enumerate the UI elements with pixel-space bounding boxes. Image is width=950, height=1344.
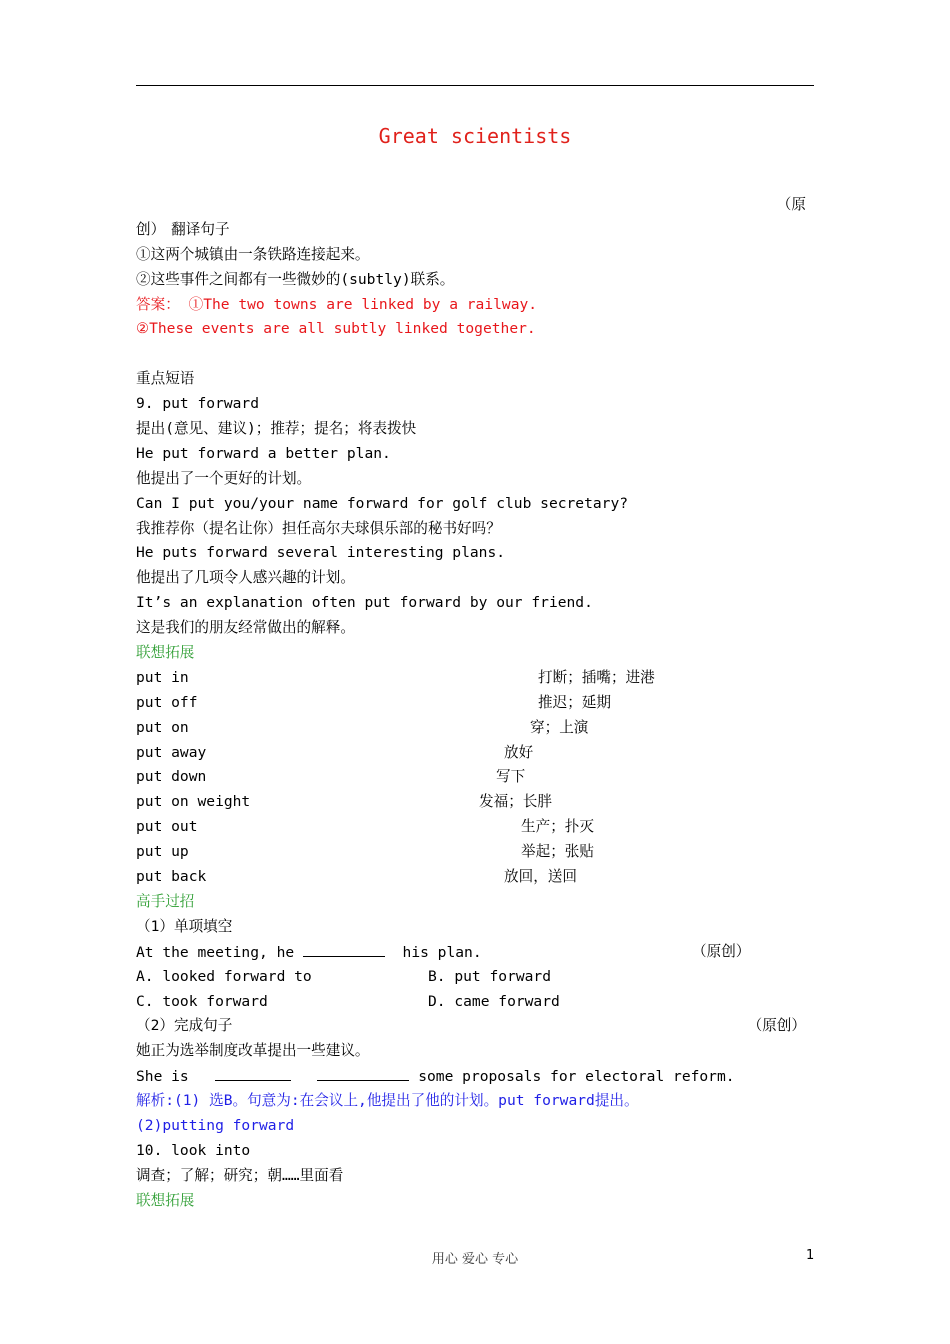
answer-blank: [317, 1064, 409, 1081]
translate-q2: ②这些事件之间都有一些微妙的(subtly)联系。: [136, 270, 455, 288]
expansion-meaning: 生产；扑灭: [521, 818, 594, 836]
expansion-heading: 联想拓展: [136, 644, 195, 662]
answer-label: 答案：: [136, 295, 180, 313]
next-item-meaning: 调查；了解；研究；朝……里面看: [136, 1166, 344, 1184]
example-en: It’s an explanation often put forward by our friend.: [136, 594, 593, 612]
q1-source: （原创）: [692, 942, 751, 960]
q2-stem-b: some proposals for electoral reform.: [418, 1068, 735, 1086]
q2-label-line: [136, 1014, 814, 1039]
q2-source: （原创）: [747, 1017, 806, 1035]
expansion-meaning: 写下: [496, 768, 526, 786]
answer-line-1: [136, 293, 814, 318]
option-a: A. looked forward to: [136, 967, 312, 985]
option-b: B. put forward: [428, 967, 552, 985]
expansion-meaning: 举起；张贴: [521, 843, 594, 861]
page-title: Great scientists: [378, 124, 572, 148]
expansion-meaning: 打断；插嘴；进港: [538, 668, 655, 686]
next-item-title: 10. look into: [136, 1141, 251, 1159]
q2-stem-a: She is: [136, 1068, 189, 1086]
document-body: [136, 193, 814, 1214]
spacer: [136, 342, 814, 367]
answer-blank: [303, 940, 385, 957]
example-en: He puts forward several interesting plans.: [136, 544, 506, 562]
analysis-1: 解析:(1) 选B。句意为:在会议上,他提出了他的计划。put forward提出。: [136, 1092, 639, 1110]
option-c: C. took forward: [136, 992, 268, 1010]
expansion-row: [136, 765, 814, 790]
expansion-phrase: put in: [136, 668, 189, 686]
q1-stem-b: his plan.: [402, 943, 482, 961]
page-number: 1: [806, 1248, 815, 1263]
expansion-phrase: put off: [136, 693, 198, 711]
source-tag-a: （原: [776, 196, 806, 213]
example-zh: 他提出了几项令人感兴趣的计划。: [136, 569, 355, 587]
expansion-phrase: put out: [136, 818, 198, 836]
expansion-phrase: put back: [136, 868, 207, 886]
phrase-meaning: 提出(意见、建议)；推荐；提名；将表拨快: [136, 420, 417, 438]
header-rule: [136, 85, 814, 86]
expansion-phrase: put up: [136, 843, 189, 861]
next-expansion-heading: 联想拓展: [136, 1191, 195, 1209]
phrases-heading: 重点短语: [136, 370, 195, 388]
expansion-row: [136, 790, 814, 815]
footer-text: 用心 爱心 专心: [431, 1252, 519, 1267]
expansion-meaning: 放好: [504, 743, 534, 761]
example-zh: 这是我们的朋友经常做出的解释。: [136, 619, 355, 637]
q2-zh: 她正为选举制度改革提出一些建议。: [136, 1042, 370, 1060]
translate-heading: 翻译句子: [171, 220, 230, 238]
example-zh: 我推荐你（提名让你）担任高尔夫球俱乐部的秘书好吗？: [136, 519, 501, 537]
answer-1: ①The two towns are linked by a railway.: [188, 295, 538, 313]
options-row: [136, 965, 814, 990]
expansion-phrase: put on weight: [136, 793, 251, 811]
expansion-row: [136, 691, 814, 716]
example-en: He put forward a better plan.: [136, 444, 391, 462]
expansion-meaning: 放回，送回: [504, 868, 577, 886]
practice-heading: 高手过招: [136, 892, 195, 910]
source-tag-b: 创）: [136, 220, 166, 238]
q1-stem-a: At the meeting, he: [136, 943, 295, 961]
example-zh: 他提出了一个更好的计划。: [136, 469, 312, 487]
expansion-phrase: put away: [136, 743, 207, 761]
translate-heading-line: [136, 193, 814, 238]
expansion-phrase: put down: [136, 768, 207, 786]
translate-q1: ①这两个城镇由一条铁路连接起来。: [136, 245, 370, 263]
example-en: Can I put you/your name forward for golf club secretary?: [136, 494, 629, 512]
expansion-phrase: put on: [136, 718, 189, 736]
options-row: [136, 990, 814, 1015]
q1-label: （1）单项填空: [136, 917, 233, 935]
q1-stem: [136, 940, 814, 965]
expansion-row: [136, 840, 814, 865]
q2-stem: [136, 1064, 814, 1089]
phrase-item-title: 9. put forward: [136, 395, 260, 413]
expansion-row: [136, 666, 814, 691]
expansion-row: [136, 741, 814, 766]
expansion-row: [136, 716, 814, 741]
answer-2: ②These events are all subtly linked together.: [136, 320, 536, 338]
expansion-meaning: 穿；上演: [530, 718, 589, 736]
answer-blank: [215, 1064, 291, 1081]
expansion-row: [136, 815, 814, 840]
expansion-meaning: 发福；长胖: [479, 793, 552, 811]
expansion-row: [136, 865, 814, 890]
q2-label: （2）完成句子: [136, 1017, 233, 1035]
expansion-meaning: 推迟；延期: [538, 693, 611, 711]
option-d: D. came forward: [428, 992, 560, 1010]
analysis-2: (2)putting forward: [136, 1116, 295, 1134]
